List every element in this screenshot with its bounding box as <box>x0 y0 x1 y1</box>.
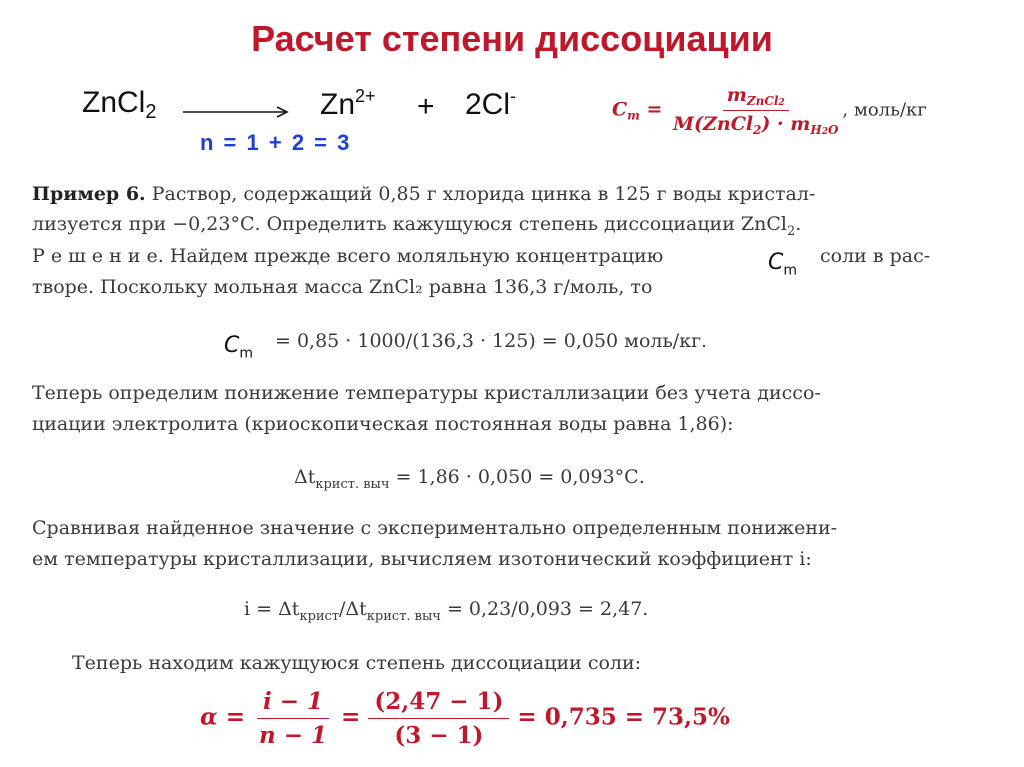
example-line-5: Теперь определим понижение температуры кристаллизации без учета диссо- <box>32 382 821 404</box>
example-line-1: Пример 6. Раствор, содержащий 0,85 г хлорида цинка в 125 г воды кристал- <box>32 183 816 205</box>
example-line-9: Теперь находим кажущуюся степень диссоциации соли: <box>72 652 642 674</box>
cm-calculation: = 0,85 · 1000/(136,3 · 125) = 0,050 моль/кг. <box>275 330 708 352</box>
reactant: ZnCl$_2$ <box>82 86 157 123</box>
page-title: Расчет степени диссоциации <box>251 18 773 59</box>
example-line-3-end: соли в рас- <box>820 245 931 267</box>
example-line-8: ем температуры кристаллизации, вычисляем изотонический коэффициент i: <box>32 548 812 570</box>
molality-formula: $C_m$ = $\frac{m_{ZnCl2}}{M(ZnCl_2) \cdot m_{H2O}}$ , моль/кг <box>612 84 927 137</box>
example-line-4: творе. Поскольку мольная масса ZnCl₂ равна 136,3 г/моль, то <box>32 276 653 298</box>
cm-label: $C_m$ <box>224 333 254 362</box>
example-line-3: Р е ш е н и е. Найдем прежде всего моляльную концентрацию <box>32 245 664 267</box>
dissociation-degree-formula: α = $\frac{i - 1}{n - 1}$ = $\frac{(2,47 - 1)}{(3 - 1)}$ = 0,735 = 73,5% <box>200 688 730 749</box>
molality-fraction: $\frac{m_{ZnCl2}}{M(ZnCl_2) \cdot m_{H2O}}$ <box>673 84 839 137</box>
example-line-6: циации электролита (криоскопическая постоянная воды равна 1,86): <box>32 413 734 435</box>
product-chloride-ion: 2Cl- <box>465 86 517 121</box>
reaction-arrow-icon <box>183 105 293 119</box>
alpha-fraction-1: $\frac{i - 1}{n - 1}$ <box>253 688 333 749</box>
isotonic-coefficient-calc: $i = \Delta t_{крист}/\Delta t_{крист. выч} = 0,23/0,093 = 2,47$. <box>244 598 649 624</box>
ion-count: n = 1 + 2 = 3 <box>200 130 350 155</box>
plus-sign: + <box>417 90 435 123</box>
cm-label-inline: $C_m$ <box>768 250 798 279</box>
example-line-2: лизуется при −0,23°С. Определить кажущуюся степень диссоциации ZnCl$_2$. <box>32 213 802 239</box>
product-zinc-ion: $Zn^{2+}$ <box>320 86 376 121</box>
dt-calculation: $\Delta t_{крист. выч} = 1,86 \cdot 0,050 = 0,093^\circ С$. <box>294 466 645 492</box>
example-line-7: Сравнивая найденное значение с экспериментально определенным понижени- <box>32 517 838 539</box>
alpha-fraction-2: $\frac{(2,47 - 1)}{(3 - 1)}$ <box>368 688 509 749</box>
